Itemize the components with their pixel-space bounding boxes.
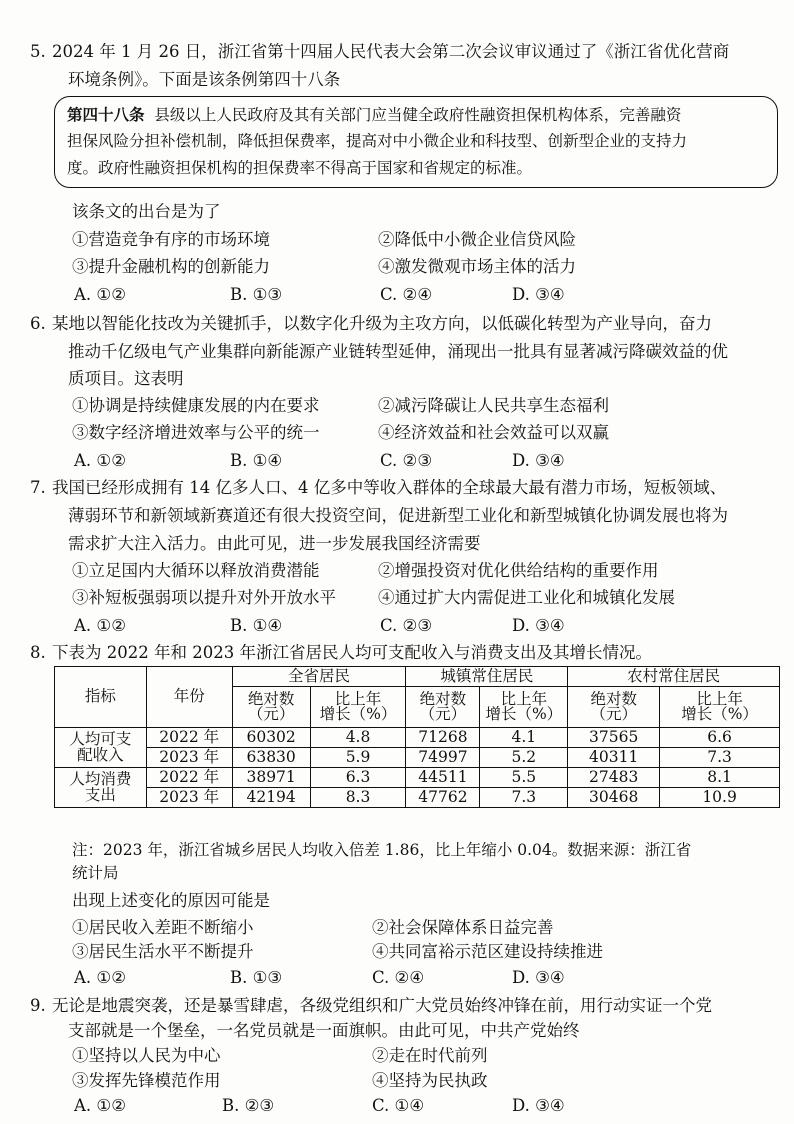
q7-stem-line-2: 薄弱环节和新领域新赛道还有很大投资空间，促进新型工业化和新型城镇化协调发展也将为 bbox=[68, 506, 728, 525]
q7-choice-a: A. ①② bbox=[74, 616, 126, 635]
value-cell: 6.6 bbox=[660, 728, 780, 748]
value-cell: 42194 bbox=[232, 788, 310, 808]
q8-prompt: 出现上述变化的原因可能是 bbox=[72, 891, 270, 910]
subheader-absolute: 绝对数 （元） bbox=[406, 687, 480, 728]
subheader-absolute: 绝对数 （元） bbox=[232, 687, 310, 728]
value-cell: 38971 bbox=[232, 768, 310, 788]
q6-item-1: ①协调是持续健康发展的内在要求 bbox=[72, 396, 320, 415]
q8-stem: 下表为 2022 年和 2023 年浙江省居民人均可支配收入与消费支出及其增长情况。 bbox=[52, 643, 652, 662]
indicator-expenditure: 人均消费 支出 bbox=[55, 768, 147, 808]
q8-number: 8. bbox=[30, 643, 46, 662]
q6-choice-c: C. ②③ bbox=[380, 451, 433, 470]
value-cell: 40311 bbox=[568, 748, 660, 768]
q7-choice-b: B. ①④ bbox=[230, 616, 283, 635]
header-year: 年份 bbox=[146, 667, 232, 728]
value-cell: 7.3 bbox=[660, 748, 780, 768]
article-heading: 第四十八条 bbox=[67, 105, 145, 124]
q5-choice-a: A. ①② bbox=[74, 285, 126, 304]
q9-choice-a: A. ①② bbox=[74, 1096, 126, 1115]
q5-number: 5. bbox=[30, 42, 46, 61]
q5-choice-c: C. ②④ bbox=[380, 285, 433, 304]
q5-item-1: ①营造竞争有序的市场环境 bbox=[72, 230, 270, 249]
value-cell: 5.2 bbox=[480, 748, 568, 768]
header-group-urban: 城镇常住居民 bbox=[406, 667, 568, 687]
q5-item-3: ③提升金融机构的创新能力 bbox=[72, 257, 270, 276]
q8-choice-c: C. ②④ bbox=[372, 968, 425, 987]
q8-choice-d: D. ③④ bbox=[512, 968, 565, 987]
q6-choice-b: B. ①④ bbox=[230, 451, 283, 470]
q7-stem-line-3: 需求扩大注入活力。由此可见，进一步发展我国经济需要 bbox=[68, 534, 481, 553]
q7-choice-d: D. ③④ bbox=[512, 616, 565, 635]
q7-stem-line-1: 我国已经形成拥有 14 亿多人口、4 亿多中等收入群体的全球最大最有潜力市场，短板领域、 bbox=[52, 478, 727, 497]
value-cell: 8.3 bbox=[310, 788, 406, 808]
value-cell: 37565 bbox=[568, 728, 660, 748]
q8-choice-a: A. ①② bbox=[74, 968, 126, 987]
value-cell: 47762 bbox=[406, 788, 480, 808]
q7-item-3: ③补短板强弱项以提升对外开放水平 bbox=[72, 588, 336, 607]
q8-item-2: ②社会保障体系日益完善 bbox=[372, 918, 554, 937]
article-line-1 bbox=[67, 107, 681, 124]
q6-stem-line-2: 推动千亿级电气产业集群向新能源产业链转型延伸，涌现出一批具有显著减污降碳效益的优 bbox=[68, 342, 728, 361]
q9-item-1: ①坚持以人民为中心 bbox=[72, 1046, 221, 1065]
q8-choice-b: B. ①③ bbox=[230, 968, 283, 987]
value-cell: 4.8 bbox=[310, 728, 406, 748]
q6-number: 6. bbox=[30, 314, 46, 333]
q9-stem-line-1: 无论是地震突袭，还是暴雪肆虐，各级党组织和广大党员始终冲锋在前，用行动实证一个党 bbox=[52, 996, 712, 1015]
table-header-row-1 bbox=[55, 667, 780, 687]
q5-item-4: ④激发微观市场主体的活力 bbox=[378, 257, 576, 276]
q9-choice-d: D. ③④ bbox=[512, 1096, 565, 1115]
value-cell: 4.1 bbox=[480, 728, 568, 748]
value-cell: 5.9 bbox=[310, 748, 406, 768]
q7-item-4: ④通过扩大内需促进工业化和城镇化发展 bbox=[378, 588, 675, 607]
q9-number: 9. bbox=[30, 996, 46, 1015]
table-row bbox=[55, 788, 780, 808]
year-cell: 2023 年 bbox=[146, 748, 232, 768]
indicator-income: 人均可支 配收入 bbox=[55, 728, 147, 768]
value-cell: 8.1 bbox=[660, 768, 780, 788]
q7-item-1: ①立足国内大循环以释放消费潜能 bbox=[72, 561, 320, 580]
subheader-growth: 比上年 增长（%） bbox=[660, 687, 780, 728]
q6-item-2: ②减污降碳让人民共享生态福利 bbox=[378, 396, 609, 415]
q5-stem-line-2: 环境条例》。下面是该条例第四十八条 bbox=[68, 70, 341, 89]
article-line-2: 担保风险分担补偿机制，降低担保费率，提高对中小微企业和科技型、创新型企业的支持力 bbox=[67, 132, 688, 150]
value-cell: 74997 bbox=[406, 748, 480, 768]
q5-choice-d: D. ③④ bbox=[512, 285, 565, 304]
q6-item-4: ④经济效益和社会效益可以双赢 bbox=[378, 423, 609, 442]
q8-item-1: ①居民收入差距不断缩小 bbox=[72, 918, 254, 937]
header-group-province: 全省居民 bbox=[232, 667, 406, 687]
table-row bbox=[55, 748, 780, 768]
year-cell: 2022 年 bbox=[146, 728, 232, 748]
header-group-rural: 农村常住居民 bbox=[568, 667, 780, 687]
q8-item-4: ④共同富裕示范区建设持续推进 bbox=[372, 942, 603, 961]
q5-item-2: ②降低中小微企业信贷风险 bbox=[378, 230, 576, 249]
table-note-line-1: 注：2023 年，浙江省城乡居民人均收入倍差 1.86，比上年缩小 0.04。数据来源：浙江省 bbox=[72, 841, 692, 859]
q9-item-4: ④坚持为民执政 bbox=[372, 1071, 488, 1090]
q6-item-3: ③数字经济增进效率与公平的统一 bbox=[72, 423, 320, 442]
q9-item-3: ③发挥先锋模范作用 bbox=[72, 1071, 221, 1090]
q6-choice-d: D. ③④ bbox=[512, 451, 565, 470]
value-cell: 44511 bbox=[406, 768, 480, 788]
value-cell: 71268 bbox=[406, 728, 480, 748]
value-cell: 7.3 bbox=[480, 788, 568, 808]
value-cell: 10.9 bbox=[660, 788, 780, 808]
q6-stem-line-3: 质项目。这表明 bbox=[68, 369, 184, 388]
q8-item-3: ③居民生活水平不断提升 bbox=[72, 942, 254, 961]
q5-choice-b: B. ①③ bbox=[230, 285, 283, 304]
article-text-1: 县级以上人民政府及其有关部门应当健全政府性融资担保机构体系，完善融资 bbox=[154, 106, 682, 124]
q9-item-2: ②走在时代前列 bbox=[372, 1046, 488, 1065]
q6-stem-line-1: 某地以智能化技改为关键抓手，以数字化升级为主攻方向，以低碳化转型为产业导向，奋力 bbox=[52, 314, 712, 333]
year-cell: 2023 年 bbox=[146, 788, 232, 808]
q9-choice-b: B. ②③ bbox=[222, 1096, 275, 1115]
header-indicator: 指标 bbox=[55, 667, 147, 728]
subheader-growth: 比上年 增长（%） bbox=[480, 687, 568, 728]
value-cell: 60302 bbox=[232, 728, 310, 748]
article-line-3: 度。政府性融资担保机构的担保费率不得高于国家和省规定的标准。 bbox=[67, 159, 533, 177]
income-expenditure-table bbox=[54, 666, 780, 808]
value-cell: 6.3 bbox=[310, 768, 406, 788]
q7-item-2: ②增强投资对优化供给结构的重要作用 bbox=[378, 561, 659, 580]
value-cell: 5.5 bbox=[480, 768, 568, 788]
q7-choice-c: C. ②③ bbox=[380, 616, 433, 635]
year-cell: 2022 年 bbox=[146, 768, 232, 788]
q5-prompt: 该条文的出台是为了 bbox=[72, 202, 221, 221]
subheader-absolute: 绝对数 （元） bbox=[568, 687, 660, 728]
q9-choice-c: C. ①④ bbox=[372, 1096, 425, 1115]
value-cell: 30468 bbox=[568, 788, 660, 808]
value-cell: 27483 bbox=[568, 768, 660, 788]
table-row bbox=[55, 768, 780, 788]
q6-choice-a: A. ①② bbox=[74, 451, 126, 470]
value-cell: 63830 bbox=[232, 748, 310, 768]
q5-stem-line-1: 2024 年 1 月 26 日，浙江省第十四届人民代表大会第二次会议审议通过了《浙江省优化营商 bbox=[52, 42, 730, 61]
subheader-growth: 比上年 增长（%） bbox=[310, 687, 406, 728]
table-note-line-2: 统计局 bbox=[72, 864, 119, 882]
table-row bbox=[55, 728, 780, 748]
article-48-box bbox=[54, 96, 778, 188]
q9-stem-line-2: 支部就是一个堡垒，一名党员就是一面旗帜。由此可见，中共产党始终 bbox=[68, 1021, 580, 1040]
q7-number: 7. bbox=[30, 478, 46, 497]
